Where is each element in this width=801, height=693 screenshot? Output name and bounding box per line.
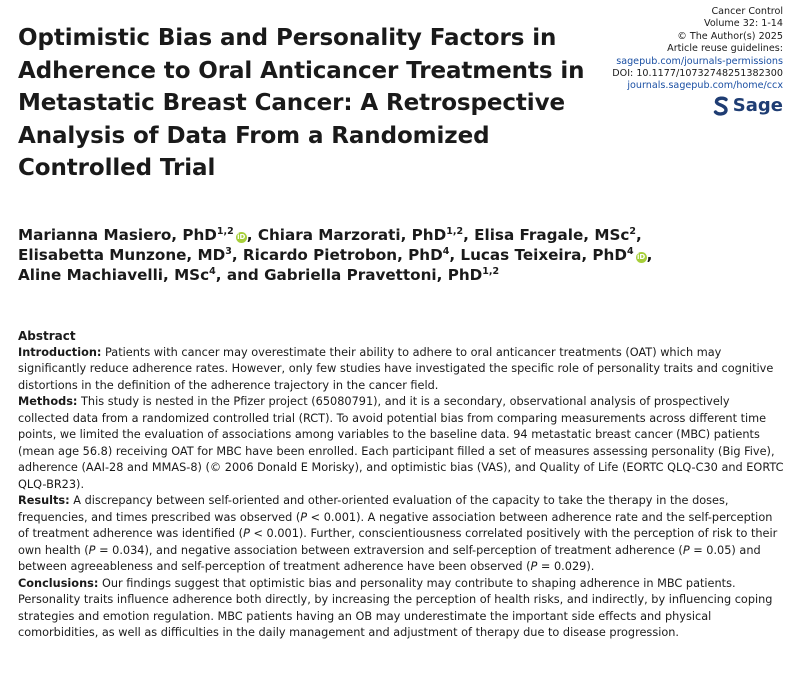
abstract-text: Patients with cancer may overestimate their ability to adhere to oral anticancer treatments (OAT) which may significantly reduce adherence rates. However, only few studies have investigated the specific role of personality traits and cognitive distortions in the definition of the adherence trajectory in the cancer field.: [18, 345, 774, 392]
author-name: Elisabetta Munzone, MD: [18, 246, 226, 264]
abstract: [18, 328, 784, 642]
journal-name: Cancer Control: [711, 6, 783, 17]
author: [243, 246, 455, 264]
author: [18, 246, 238, 264]
author-separator: ,: [646, 246, 653, 264]
abstract-text: < 0.001). Further, conscientiousness correlated positively with the perception of risk to their own health (: [18, 527, 778, 557]
reuse-guidelines-label: Article reuse guidelines:: [667, 43, 783, 55]
p-value-symbol: P: [300, 510, 308, 524]
author-separator: ,: [231, 246, 238, 264]
reuse-guidelines-link[interactable]: sagepub.com/journals-permissions: [616, 55, 783, 67]
publisher-logo: [543, 95, 783, 117]
author-name: Elisa Fragale, MSc: [474, 226, 630, 244]
p-value-symbol: P: [530, 560, 538, 573]
abstract-section: [18, 394, 784, 493]
abstract-text: = 0.05) and between agreeableness and self-perception of treatment adherence have been observed (: [18, 543, 761, 573]
abstract-section-label: Conclusions:: [18, 576, 99, 590]
journal-volume: Volume 32: 1-14: [704, 18, 783, 30]
author-separator: ,: [636, 226, 642, 244]
author-affiliation: 3: [225, 245, 232, 257]
author: [258, 226, 469, 244]
author-name: Ricardo Pietrobon, PhD: [242, 246, 443, 264]
p-value-symbol: P: [682, 543, 690, 557]
article-title: Optimistic Bias and Personality Factors in Adherence to Oral Anticancer Treatments in Metastatic Breast Cancer: A Retrospective Analysis of Data From a Randomized Controlled Trial: [18, 25, 585, 181]
author: [264, 266, 499, 284]
author-affiliation: 1,2: [216, 225, 234, 237]
author-name: Marianna Masiero, PhD: [18, 226, 217, 244]
abstract-section: [18, 345, 784, 395]
doi: DOI: 10.1177/10732748251382300: [612, 68, 783, 80]
abstract-section: [18, 576, 784, 642]
author-name: Chiara Marzorati, PhD: [257, 226, 447, 244]
author-affiliation: 2: [629, 225, 637, 237]
author-affiliation: 4: [626, 245, 634, 257]
author-affiliation: 1,2: [446, 225, 464, 237]
abstract-text: Our findings suggest that optimistic bias and personality may contribute to shaping adherence in MBC patients. Personality traits influence adherence both directly, by increasing the perception of health risks, and indirectly, by influencing coping strategies and emotion regulation. MBC patients having an OB may underestimate the important side effects and physical comorbidities, as well as difficulties in the daily management and adjustment of therapy due to disease progression.: [18, 576, 773, 639]
abstract-section: [18, 493, 784, 576]
author: [18, 266, 259, 284]
author-affiliation: 1,2: [482, 265, 500, 277]
author-name: Lucas Teixeira, PhD: [460, 246, 627, 264]
journal-meta: [543, 6, 783, 117]
journal-home-link[interactable]: journals.sagepub.com/home/ccx: [627, 80, 783, 92]
abstract-text: This study is nested in the Pfizer project (65080791), and it is a secondary, observational analysis of prospectively collected data from a randomized controlled trial (RCT). To avoid potential bias from comparing measurements across different time points, we limited the evaluation of associations among variables to the baseline data. 94 metastatic breast cancer (MBC) patients (mean age 56.8) receiving OAT for MBC have been enrolled. Each participant filled a set of measures assessing personality (Big Five), adherence (AAI-28 and MMAS-8) (© 2006 Donald E Morisky), and optimistic bias (VAS), and Quality of Life (EORTC QLQ-C30 and EORTC QLQ-BR23).: [18, 395, 784, 491]
author-name: Aline Machiavelli, MSc: [18, 266, 210, 284]
author-separator: ,: [463, 226, 469, 244]
author-separator: ,: [449, 246, 456, 264]
abstract-section-label: Results:: [18, 494, 70, 507]
abstract-text: A discrepancy between self-oriented and other-oriented evaluation of the capacity to take the therapy in the doses, frequencies, and times prescribed was observed (: [18, 494, 729, 524]
orcid-icon[interactable]: iD: [637, 253, 646, 261]
author: [18, 226, 253, 244]
abstract-text: < 0.001). A negative association between adherence rate and the self-perception of treatment adherence was identified (: [18, 510, 773, 540]
copyright-notice: © The Author(s) 2025: [677, 30, 783, 42]
abstract-heading: Abstract: [18, 329, 76, 343]
author-affiliation: 4: [209, 265, 216, 277]
abstract-section-label: Methods:: [18, 395, 78, 408]
author-separator: ,: [246, 226, 253, 244]
author: [474, 226, 642, 244]
author-affiliation: 4: [442, 245, 450, 257]
abstract-text: = 0.034), and negative association between extraversion and self-perception of treatment adherence (: [95, 543, 683, 557]
author-separator: , and: [215, 266, 259, 284]
sage-logo-icon: [713, 95, 729, 117]
p-value-symbol: P: [88, 543, 96, 557]
abstract-text: = 0.029).: [537, 560, 595, 573]
publisher-name: Sage: [732, 94, 783, 116]
abstract-section-label: Introduction:: [18, 345, 102, 359]
orcid-icon[interactable]: iD: [237, 233, 246, 241]
author-name: Gabriella Pravettoni, PhD: [264, 266, 483, 284]
author-list: [18, 225, 788, 285]
p-value-symbol: P: [243, 527, 250, 540]
author: [460, 246, 652, 264]
